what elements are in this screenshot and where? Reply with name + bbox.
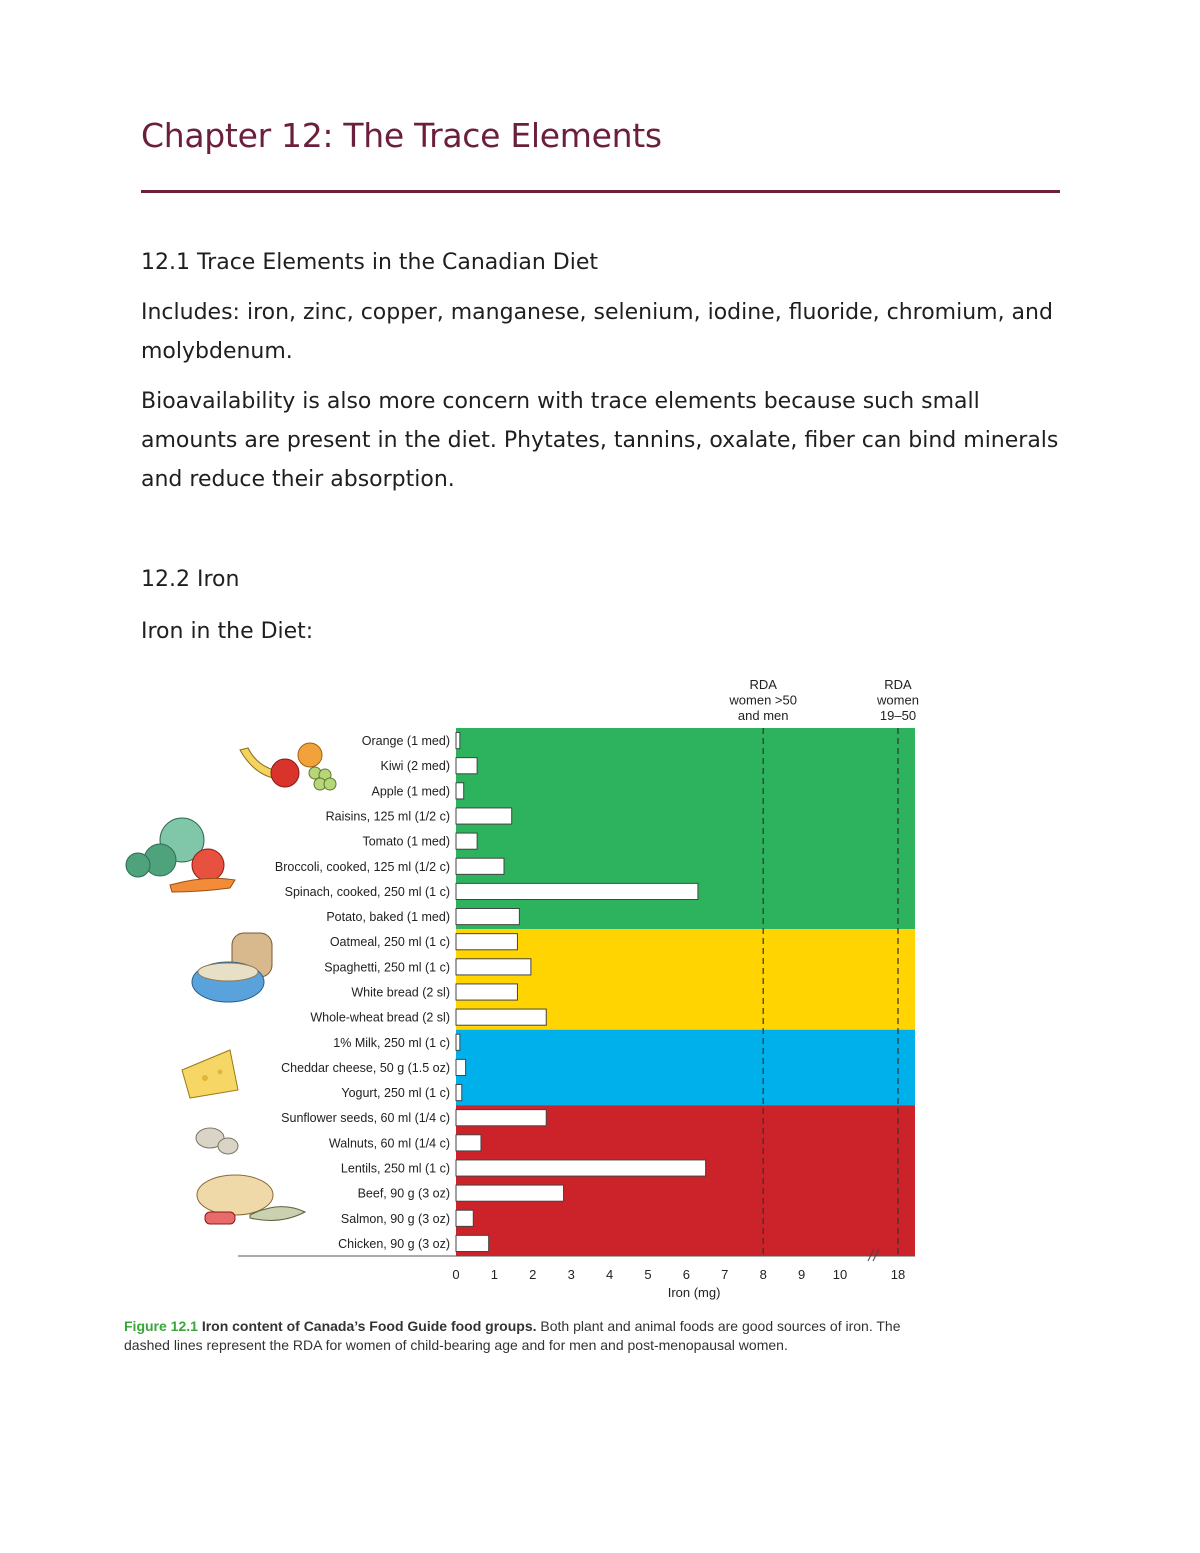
- rda-label-0-line-1: women >50: [729, 692, 797, 708]
- category-label-3: Raisins, 125 ml (1/2 c): [325, 809, 450, 824]
- group-band-milk-alternatives: [456, 1030, 915, 1105]
- rda-label-0-line-0: RDA: [749, 677, 777, 692]
- grain-illustration: [192, 933, 272, 1002]
- x-tick-label-1: 1: [490, 1267, 499, 1282]
- bar-2: [456, 783, 464, 799]
- bar-20: [456, 1235, 489, 1251]
- bar-1: [456, 758, 477, 774]
- category-label-9: Spaghetti, 250 ml (1 c): [324, 960, 450, 975]
- bar-13: [456, 1059, 466, 1075]
- category-label-1: Kiwi (2 med): [380, 759, 450, 774]
- category-label-17: Lentils, 250 ml (1 c): [340, 1161, 450, 1176]
- figure-number: Figure 12.1: [124, 1318, 198, 1334]
- category-label-2: Apple (1 med): [371, 784, 450, 799]
- bar-7: [456, 909, 519, 925]
- bar-18: [456, 1185, 564, 1201]
- bar-16: [456, 1135, 481, 1151]
- page-title: Chapter 12: The Trace Elements: [141, 116, 662, 155]
- category-label-7: Potato, baked (1 med): [326, 910, 450, 925]
- category-label-8: Oatmeal, 250 ml (1 c): [329, 935, 450, 950]
- fruit-illustration: [240, 743, 336, 790]
- meat-illustration: [196, 1128, 305, 1224]
- iron-content-chart: [110, 660, 940, 1310]
- iron-in-diet-subheading: Iron in the Diet:: [141, 619, 314, 644]
- category-label-13: Cheddar cheese, 50 g (1.5 oz): [281, 1060, 450, 1075]
- x-tick-label-8: 8: [759, 1267, 767, 1282]
- category-label-14: Yogurt, 250 ml (1 c): [341, 1086, 450, 1101]
- bar-5: [456, 858, 504, 874]
- x-tick-label-0: 0: [452, 1267, 460, 1282]
- category-label-18: Beef, 90 g (3 oz): [357, 1186, 450, 1201]
- category-label-4: Tomato (1 med): [362, 834, 450, 849]
- bar-17: [456, 1160, 706, 1176]
- category-label-15: Sunflower seeds, 60 ml (1/4 c): [281, 1111, 450, 1126]
- bar-12: [456, 1034, 460, 1050]
- bar-15: [456, 1110, 546, 1126]
- cheese-illustration: [182, 1050, 238, 1098]
- bar-10: [456, 984, 517, 1000]
- x-tick-label-9: 9: [797, 1267, 806, 1282]
- vegetable-illustration: [126, 818, 235, 892]
- category-label-16: Walnuts, 60 ml (1/4 c): [328, 1136, 450, 1151]
- category-label-20: Chicken, 90 g (3 oz): [338, 1236, 450, 1251]
- title-rule: [141, 190, 1060, 193]
- category-label-5: Broccoli, cooked, 125 ml (1/2 c): [274, 859, 450, 874]
- rda-label-1-line-2: 19–50: [879, 708, 917, 723]
- x-tick-label-2: 2: [529, 1267, 537, 1282]
- section-heading-trace-elements: 12.1 Trace Elements in the Canadian Diet: [141, 250, 598, 275]
- category-label-10: White bread (2 sl): [351, 985, 450, 1000]
- category-label-19: Salmon, 90 g (3 oz): [340, 1211, 450, 1226]
- rda-label-1-line-1: women: [877, 692, 919, 708]
- x-tick-label-5: 5: [644, 1267, 652, 1282]
- group-band-meat-alternatives: [456, 1105, 915, 1256]
- bar-8: [456, 934, 517, 950]
- x-tick-label-4: 4: [605, 1267, 614, 1282]
- bar-11: [456, 1009, 546, 1025]
- bar-0: [456, 733, 460, 749]
- category-label-11: Whole-wheat bread (2 sl): [310, 1010, 450, 1025]
- rda-label-1-line-0: RDA: [884, 677, 912, 692]
- trace-elements-list-paragraph: Includes: iron, zinc, copper, manganese, selenium, iodine, fluoride, chromium, and molybdenum.: [141, 300, 1053, 364]
- x-tick-label-3: 3: [567, 1267, 575, 1282]
- section-heading-iron: 12.2 Iron: [141, 567, 240, 592]
- x-tick-label-10: 10: [832, 1267, 848, 1282]
- x-tick-label-7: 7: [721, 1267, 729, 1282]
- rda-label-0-line-2: and men: [737, 708, 789, 723]
- bar-9: [456, 959, 531, 975]
- x-tick-label-11: 18: [890, 1267, 906, 1282]
- category-label-6: Spinach, cooked, 250 ml (1 c): [284, 884, 450, 899]
- bar-14: [456, 1085, 462, 1101]
- bar-6: [456, 883, 698, 899]
- bar-3: [456, 808, 512, 824]
- category-label-0: Orange (1 med): [361, 734, 450, 749]
- figure-caption-title: Iron content of Canada’s Food Guide food groups.: [201, 1318, 537, 1334]
- bioavailability-paragraph: Bioavailability is also more concern with trace elements because such small amounts are present in the diet. Phytates, tannins, oxalate, fiber can bind minerals and reduce their absorption.: [141, 389, 1059, 492]
- x-tick-label-6: 6: [682, 1267, 691, 1282]
- x-axis-title: Iron (mg): [667, 1285, 721, 1300]
- bar-19: [456, 1210, 473, 1226]
- bar-4: [456, 833, 477, 849]
- category-label-12: 1% Milk, 250 ml (1 c): [333, 1035, 450, 1050]
- figure-caption-text: Both plant and animal foods are good sources of iron. The dashed lines represent the RDA for women of child-bearing age and for men and post-menopausal women.: [124, 1318, 901, 1353]
- figure-caption: [124, 1317, 924, 1355]
